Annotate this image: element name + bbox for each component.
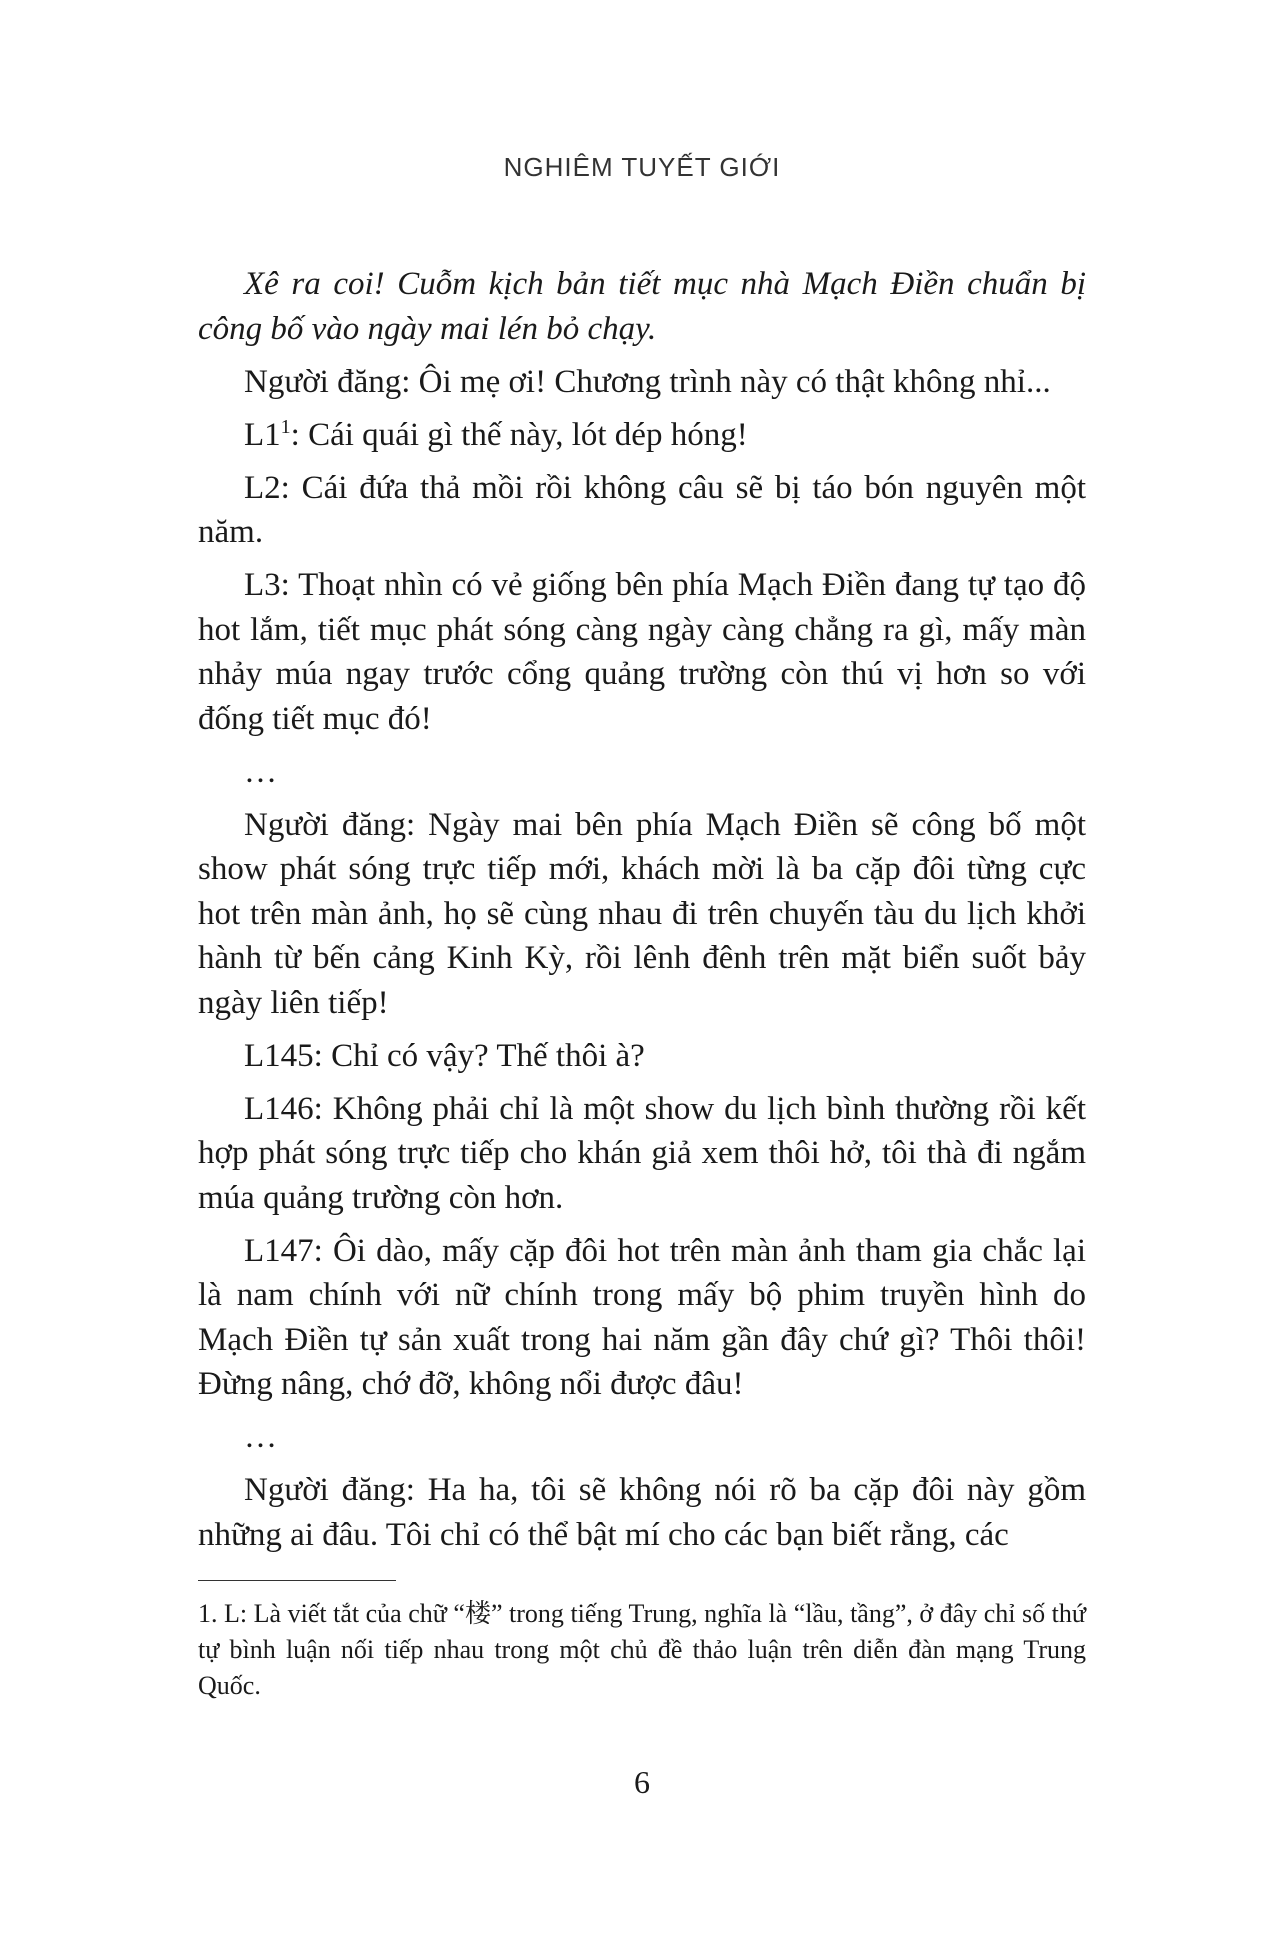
comment-label: L1 — [244, 416, 281, 453]
comment-text: : Cái quái gì thế này, lót dép hóng! — [290, 416, 748, 453]
paragraph-l3: L3: Thoạt nhìn có vẻ giống bên phía Mạch Điền đang tự tạo độ hot lắm, tiết mục phát sóng càng ngày càng chẳng ra gì, mấy màn nhảy múa ngay trước cổng quảng trường còn thú vị hơn so với đống tiết mục đó! — [198, 567, 1086, 737]
paragraph-l147: L147: Ôi dào, mấy cặp đôi hot trên màn ảnh tham gia chắc lại là nam chính với nữ chính trong mấy bộ phim truyền hình do Mạch Điền tự sản xuất trong hai năm gần đây chứ gì? Thôi thôi! Đừng nâng, chớ đỡ, không nổi được đâu! — [198, 1232, 1086, 1402]
paragraph-l145: L145: Chỉ có vậy? Thế thôi à? — [244, 1037, 645, 1074]
body-text — [198, 262, 1086, 1566]
paragraph-l1 — [198, 413, 1086, 458]
footnote-marker: 1 — [280, 415, 291, 438]
footnote-divider — [198, 1580, 396, 1581]
paragraph-poster-announcement: Người đăng: Ngày mai bên phía Mạch Điền sẽ công bố một show phát sóng trực tiếp mới, khách mời là ba cặp đôi từng cực hot trên màn ảnh, họ sẽ cùng nhau đi trên chuyến tàu du lịch khởi hành từ bến cảng Kinh Kỳ, rồi lênh đênh trên mặt biển suốt bảy ngày liên tiếp! — [198, 806, 1086, 1021]
running-header: NGHIÊM TUYẾT GIỚI — [503, 152, 781, 182]
paragraph-quote: Xê ra coi! Cuỗm kịch bản tiết mục nhà Mạch Điền chuẩn bị công bố vào ngày mai lén bỏ chạy. — [198, 266, 1086, 347]
page-number: 6 — [634, 1764, 650, 1800]
paragraph-l2: L2: Cái đứa thả mồi rồi không câu sẽ bị táo bón nguyên một năm. — [198, 469, 1086, 550]
ellipsis-separator: … — [244, 753, 277, 790]
paragraph-l146: L146: Không phải chỉ là một show du lịch bình thường rồi kết hợp phát sóng trực tiếp cho khán giả xem thôi hở, tôi thà đi ngắm múa quảng trường còn hơn. — [198, 1090, 1086, 1216]
footnote-text: 1. L: Là viết tắt của chữ “楼” trong tiếng Trung, nghĩa là “lầu, tầng”, ở đây chỉ số thứ tự bình luận nối tiếp nhau trong một chủ đề thảo luận trên diễn đàn mạng Trung Quốc. — [198, 1599, 1086, 1700]
paragraph-poster: Người đăng: Ôi mẹ ơi! Chương trình này có thật không nhỉ... — [244, 363, 1051, 400]
ellipsis-separator: … — [244, 1419, 277, 1455]
paragraph-poster-reveal: Người đăng: Ha ha, tôi sẽ không nói rõ ba cặp đôi này gồm những ai đâu. Tôi chỉ có thể bật mí cho các bạn biết rằng, các — [198, 1472, 1086, 1553]
footnote — [198, 1596, 1086, 1704]
